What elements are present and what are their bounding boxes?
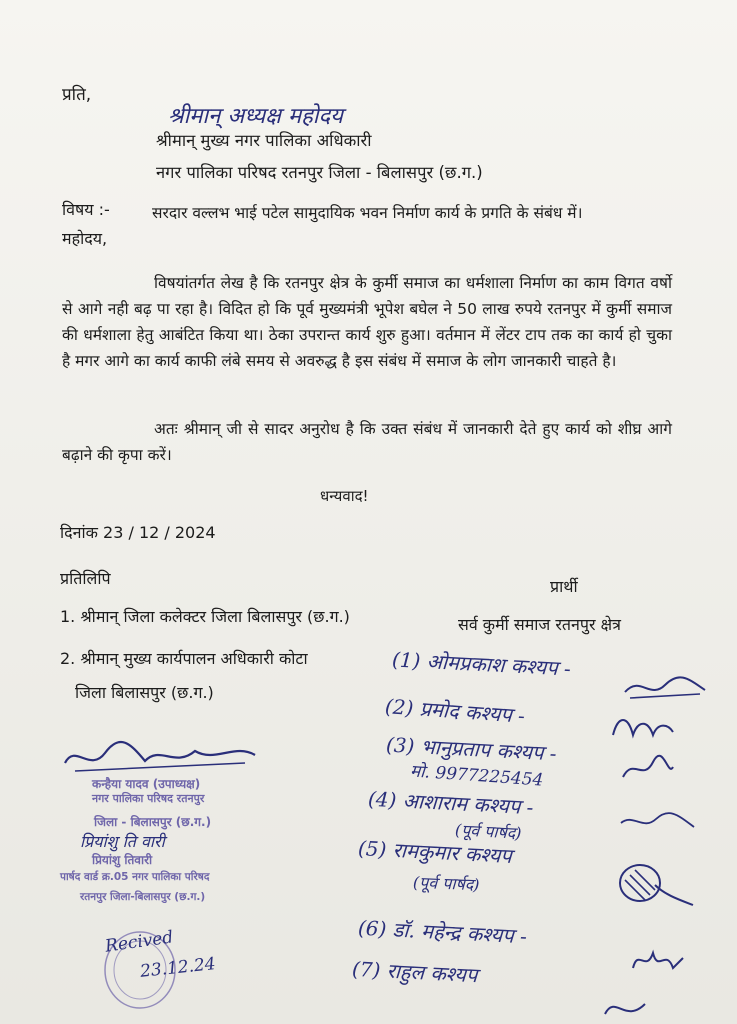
applicant-label: प्रार्थी	[550, 577, 578, 596]
thanks-text: धन्यवाद!	[320, 487, 369, 505]
signature-scribble-1	[620, 670, 710, 710]
signatory-5-note: (पूर्व पार्षद)	[412, 872, 480, 895]
signatory-2: (2) प्रमोद कश्यप -	[384, 694, 526, 728]
body-paragraph-1: विषयांतर्गत लेख है कि रतनपुर क्षेत्र के कुर्मी समाज का धर्मशाला निर्माण का काम विगत वर्षो से आगे नही बढ़ पा रहा है। विदित हो कि पूर्व मुख्यमंत्री भूपेश बघेल ने 50 लाख रुपये रतनपुर में कुर्मी समाज की धर्मशाला हेतु आबंटित किया था। ठेका उपरान्त कार्य शुरु हुआ। वर्तमान में लेंटर टाप तक का कार्य हो चुका है मगर आगे का कार्य काफी लंबे समय से अवरुद्ध है इस संबंध में समाज के लोग जानकारी चाहते है।	[62, 274, 672, 370]
stamp-line-6: रतनपुर जिला-बिलासपुर (छ.ग.)	[80, 891, 206, 903]
signatory-5: (5) रामकुमार कश्यप	[357, 835, 513, 869]
addressee-line1: श्रीमान् मुख्य नगर पालिका अधिकारी	[156, 131, 372, 150]
signatory-4: (4) आशाराम कश्यप -	[367, 786, 535, 820]
to-label: प्रति,	[62, 85, 92, 105]
subject-label: विषय :-	[62, 200, 110, 219]
signatory-1: (1) ओमप्रकाश कश्यप -	[391, 647, 572, 681]
date-line: दिनांक 23 / 12 / 2024	[60, 523, 216, 542]
subject-text: सरदार वल्लभ भाई पटेल सामुदायिक भवन निर्माण कार्य के प्रगति के संबंध में।	[152, 204, 583, 222]
signature-scribble-2	[608, 710, 678, 750]
signatory-3-mobile: मो. 9977225454	[409, 761, 544, 791]
stamp-line-1: कन्हैया यादव (उपाध्यक्ष)	[92, 777, 201, 791]
stamp-handwritten-name: प्रियांशु ति वारी	[80, 832, 165, 851]
signatory-6: (6) डॉ. महेन्द्र कश्यप -	[357, 915, 528, 949]
signatory-4-note: (पूर्व पार्षद)	[454, 820, 522, 843]
stamp-line-4: प्रियांशु तिवारी	[92, 853, 153, 867]
signatory-7: (7) राहुल कश्यप	[351, 956, 478, 988]
signature-scribble-6	[628, 938, 688, 988]
signature-scribble-4	[618, 805, 698, 839]
body-paragraph-2: अतः श्रीमान् जी से सादर अनुरोध है कि उक्त संबंध में जानकारी देते हुए कार्य को शीघ्र आगे बढ़ाने की कृपा करें।	[62, 420, 672, 464]
signature-scribble-5	[605, 855, 695, 915]
signatory-3: (3) भानुप्रताप कश्यप -	[385, 732, 558, 766]
stamp-line-2: नगर पालिका परिषद रतनपुर	[92, 792, 205, 805]
copy-label: प्रतिलिपि	[60, 569, 111, 588]
stamp-line-5: पार्षद वार्ड क्र.05 नगर पालिका परिषद	[60, 871, 210, 883]
received-note: Recived	[103, 927, 175, 957]
handwritten-addressee: श्रीमान् अध्यक्ष महोदय	[168, 104, 343, 129]
signature-scribble-3	[618, 752, 678, 792]
salutation: महोदय,	[62, 229, 108, 248]
signature-scribble-7	[600, 994, 650, 1024]
stamp-line-3: जिला - बिलासपुर (छ.ग.)	[94, 815, 212, 829]
copy-item-2-line1: 2. श्रीमान् मुख्य कार्यपालन अधिकारी कोटा	[60, 649, 308, 668]
received-date: 23.12.24	[139, 954, 217, 982]
copy-item-2-line2: जिला बिलासपुर (छ.ग.)	[75, 683, 214, 702]
copy-item-1: 1. श्रीमान् जिला कलेक्टर जिला बिलासपुर (छ.ग.)	[60, 607, 350, 626]
applicant-org: सर्व कुर्मी समाज रतनपुर क्षेत्र	[458, 615, 621, 634]
addressee-line2: नगर पालिका परिषद रतनपुर जिला - बिलासपुर (छ.ग.)	[156, 163, 483, 182]
